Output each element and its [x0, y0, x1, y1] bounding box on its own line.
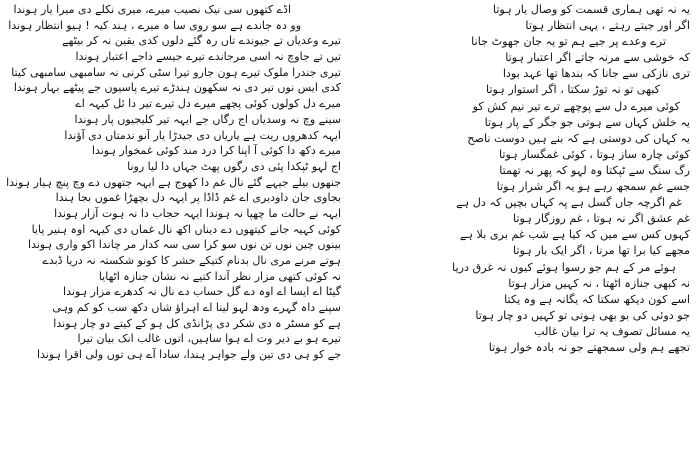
ghazal-line: کوئی میرے دل سے پوچھے ترے تیر نیم کش کو	[472, 99, 680, 113]
punjabi-translation-column	[5, 2, 341, 363]
ghazal-line: یہ مسائل تصوف یہ ترا بیان غالب	[534, 324, 690, 338]
ghazal-line: جسے غم سمجھ رہے ہو یہ اگر شرار ہوتا	[496, 180, 690, 194]
verse-line: میرے دل کولوں کوئی پچھے میرے دل تیرے تیر دا ئل کیہہ اے	[75, 97, 341, 111]
verse-line: کدی ایس نوں تیر دی نہ سکھون ہندڑے تیرے پاسیوں جے پیٹھے بہار ہوندا	[13, 81, 341, 95]
verse-line: ہوتے مرنے مری نال بدنام کتیکے حشر کا کونو شکستہ نہ دریا ڈبدے	[42, 254, 341, 267]
ghazal-line: کوئی چارہ ساز ہوتا ، کوئی غمگسار ہوتا	[498, 147, 690, 161]
verse-line: تیرے ہو بے دیر وت اے ہوا ساہیں، اتوں غالب انک بیان تیرا	[77, 332, 341, 346]
ghazal-line: رگ سنگ سے ٹپکتا وہ لہو کہ پھر نہ تھمتا	[499, 163, 690, 177]
ghazal-line: تجھے ہم ولی سمجھتے جو نہ بادہ خوار ہوتا	[488, 340, 690, 354]
verse-line: ایہہ نے حالت ما چھپا نہ ہوندا ایہہ حجاب دا نہ ہوت آزار ہوندا	[54, 206, 341, 220]
verse-line: اڈے کتھوں سی نیک نصیب میرے، میری نکلے دی میرا یار ہوندا	[13, 3, 291, 16]
ghazal-line: جو دوئی کی بو بھی ہوتی تو کہیں دو چار ہوتا	[475, 308, 690, 322]
ghazal-line: اگر اور جیتے رہتے ، یہی انتظار ہوتا	[525, 19, 690, 33]
ghazal-line: نہ کبھی جنازہ اٹھتا ، نہ کہیں مزار ہوتا	[508, 276, 690, 290]
ghazal-line: کہ خوشی سے مرنہ جاتے اگر اعتبار ہوتا	[505, 51, 690, 65]
verse-line: تیرے وعدیاں تے جیوندے تاں رہ گئے دلوں کدی یقین نہ کر بیٹھے	[62, 34, 341, 48]
ghazal-line: کہوں کس سے میں کہ کیا ہے شب غم بری بلا ہے	[459, 228, 690, 242]
verse-line: نہ کوئی کتھی مزار نظر آندا کتیے نہ نشان جنازہ اٹھایا	[98, 269, 341, 283]
ghazal-line: ہوئے مر کے ہم جو رسوا ہوئے کیوں نہ غرق دریا	[452, 260, 676, 274]
verse-line: سینے وچ نہ وسدیاں اج رگاں جے ایہہ تیر کلیجیوں پار ہوندا	[74, 112, 341, 126]
verse-line: تیری جندرا ملوک تیرے ہون جارو تیرا سٹی کرنی نہ سامبھی سامبھی کیتا	[11, 65, 341, 79]
verse-line: میرے دکھ دا کوئی آ اپنا کرا درد مند کوئی غمخوار ہوندا	[91, 144, 341, 158]
verse-line: سپنے داہ گہرے ودھ لہو لینا اے اہراؤ شاں دکھ سب کو کم وہی	[52, 301, 341, 315]
verse-line: وو دہ جاندے ہے سو روی سا ہ میرے ، ہند کیہ ! ہیو انتظار ہوندا	[8, 18, 301, 32]
verse-line: اج لہو ٹپکدا پئی دی رگوں پھٹ جہاں دا لیا رونا	[127, 159, 341, 173]
verse-line: ہے کو مسٹر ہ دی شکر دی پڑانڈی کل ہو کے کیتے دو چار ہوندا	[53, 316, 341, 330]
urdu-ghazal-column	[404, 2, 690, 356]
ghazal-line: کبھی تو نہ توڑ سکتا ، اگر استوار ہوتا	[485, 83, 660, 97]
ghazal-line: ترے وعدے پر جیے ہم تو یہ جان جھوٹ جانا	[471, 35, 666, 49]
ghazal-line: تری نازکی سے جانا کہ بندھا تھا عہد بودا	[502, 67, 690, 81]
verse-line: جنھوں بیلے جیہے گئے نال غم دا کھوج ہے ایہہ جتھوں دے وچ پنچ ہیار ہوندا	[6, 175, 341, 189]
verse-line: تیں تے جاوچ نہ اسی مرجاندے تیرے جیسے داجے اعتبار ہوندا	[75, 50, 341, 64]
ghazal-line: یہ کہاں کی دوستی ہے کہ بنے ہیں دوست ناصح	[467, 131, 690, 145]
verse-line: بجاوی جان داودیری اے غم ڈاڈا پر ایہہ دل بچھڑا غموں بجا ہندا	[55, 191, 341, 205]
ghazal-line: مجھے کیا برا تھا مرنا ، اگر ایک بار ہوتا	[512, 244, 690, 258]
verse-line: جے کو ہی دی تین ولے جواہر ہندا، سادا آے ہی توں ولی اقرا ہوندا	[36, 348, 341, 362]
ghazal-line: یہ خلش کہاں سے ہوتی جو جگر کے پار ہوتا	[484, 115, 690, 129]
ghazal-line: غم عشق اگر نہ ہوتا ، غم روزگار ہوتا	[513, 212, 690, 226]
ghazal-line: غم اگرچہ جاں گسل ہے پہ کہاں بچیں کہ دل ہے	[456, 196, 682, 210]
verse-line: کوئی کہیہ جانے کیتھوں دے دیناں اکھ نال غماں دی کیہہ اوہ ہنیر پایا	[31, 222, 341, 236]
verse-line: بینوں چین نوں تن نوں سو کرا سی سہ کدار مر چاندا اکو واری ہوندا	[28, 238, 341, 252]
ghazal-line: یہ نہ تھی ہماری قسمت کو وصال یار ہوتا	[492, 3, 690, 16]
ghazal-line: اسے کون دیکھ سکتا کہ یگانہ ہے وہ یکتا	[504, 292, 690, 306]
verse-line: گیٹا اے ایسا اے اوہ دے گل حساب دے نال نہ کدھرے مزار ہوندا	[63, 285, 341, 299]
verse-line: ایہہ کدھروں ریت ہے یاریاں دی جیدڑا یار آنو ندمتاں دی آؤندا	[64, 128, 341, 142]
